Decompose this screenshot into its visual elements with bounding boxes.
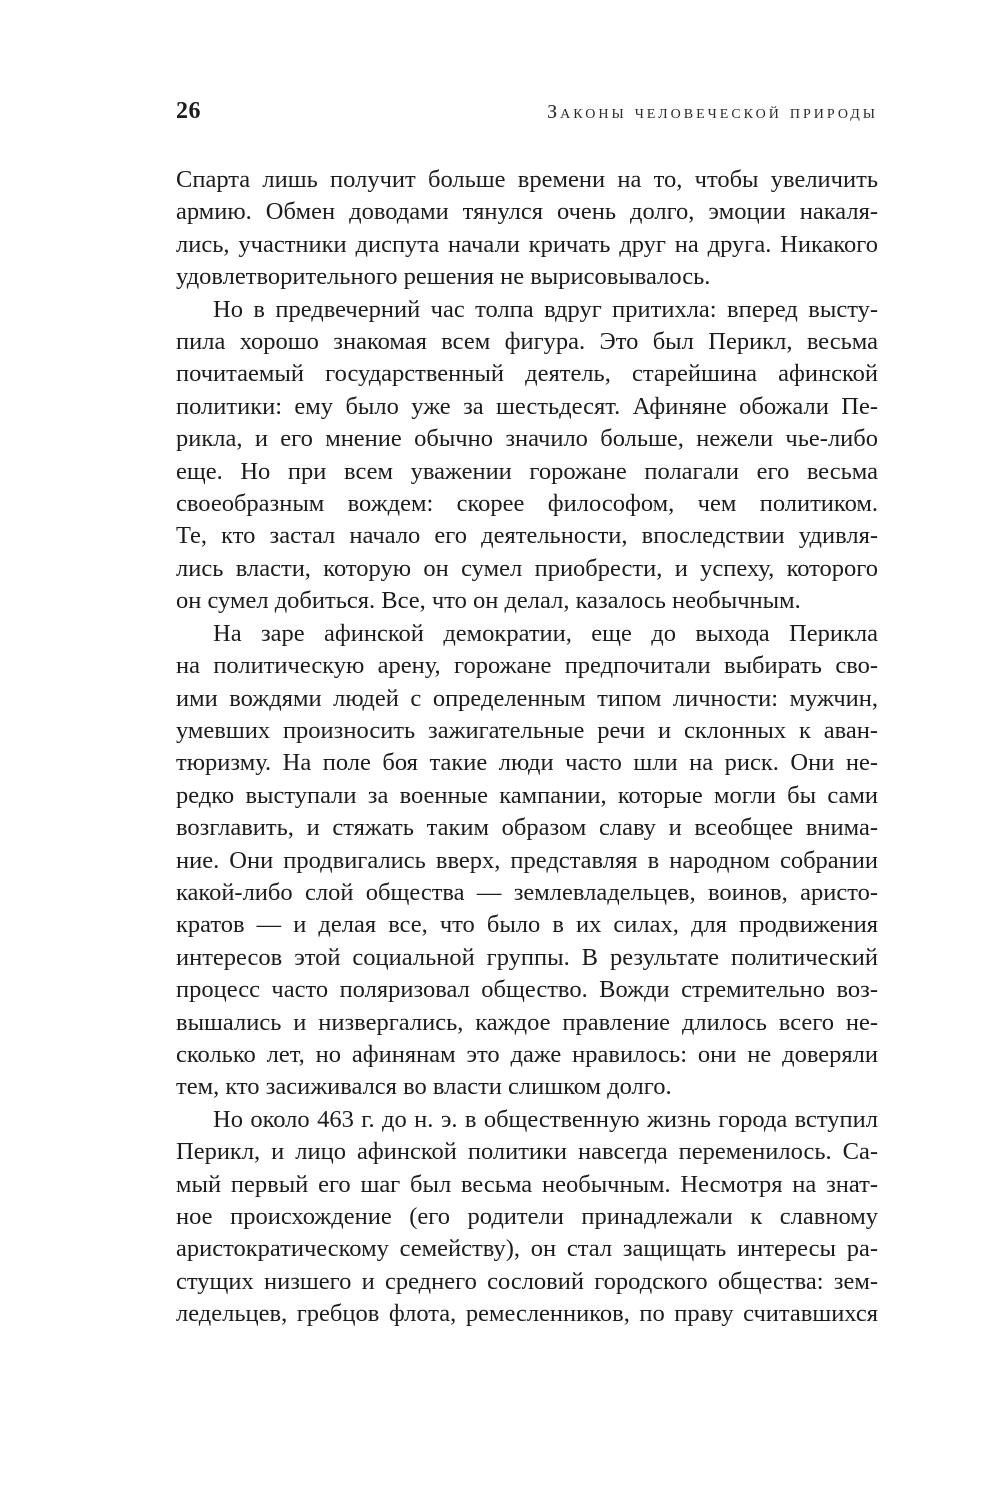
text-line: Перикл, и лицо афинской политики навсегда переменилось. Са- <box>176 1138 878 1166</box>
text-line: ние. Они продвигались вверх, представляя в народном собрании <box>176 846 878 874</box>
text-line: Но около 463 г. до н. э. в общественную жизнь города вступил <box>213 1105 878 1133</box>
text-line: возглавить, и стяжать таким образом славу и всеобщее внима- <box>176 814 878 842</box>
text-line: мый первый его шаг был весьма необычным. Несмотря на знат- <box>176 1170 878 1198</box>
paragraph <box>176 1104 878 1331</box>
text-line: Те, кто застал начало его деятельности, впоследствии удивля- <box>176 522 878 550</box>
text-line: своеобразным вождем: скорее философом, чем политиком. <box>176 490 878 518</box>
text-line: лись, участники диспута начали кричать друг на друга. Никакого <box>176 230 878 258</box>
text-line: На заре афинской демократии, еще до выхода Перикла <box>213 619 878 647</box>
text-line: аристократическому семейству), он стал защищать интересы ра- <box>176 1235 878 1263</box>
text-line: сколько лет, но афинянам это даже нравилось: они не доверяли <box>176 1040 878 1068</box>
paragraph <box>176 294 878 618</box>
text-line: почитаемый государственный деятель, старейшина афинской <box>176 360 878 388</box>
text-line: пила хорошо знакомая всем фигура. Это был Перикл, весьма <box>176 328 878 356</box>
running-head <box>176 98 878 134</box>
text-line: кратов — и делая все, что было в их силах, для продвижения <box>176 911 878 939</box>
text-line: умевших произносить зажигательные речи и склонных к аван- <box>176 716 878 744</box>
text-line: он сумел добиться. Все, что он делал, казалось необычным. <box>176 587 801 615</box>
text-line: ледельцев, гребцов флота, ремесленников, по праву считавшихся <box>176 1300 878 1328</box>
text-line: Спарта лишь получит больше времени на то, чтобы увеличить <box>176 166 878 193</box>
page-number: 26 <box>176 98 201 124</box>
paragraph <box>176 618 878 1104</box>
text-line: Но в предвечерний час толпа вдруг притихла: вперед высту- <box>213 295 878 323</box>
text-line: рикла, и его мнение обычно значило больше, нежели чье-либо <box>176 425 878 453</box>
text-line: какой-либо слой общества — землевладельцев, воинов, аристо- <box>176 878 878 906</box>
text-line: лись власти, которую он сумел приобрести, и успеху, которого <box>176 554 878 582</box>
text-line: на политическую арену, горожане предпочитали выбирать сво- <box>176 652 878 680</box>
text-line: тем, кто засиживался во власти слишком долго. <box>176 1073 672 1101</box>
text-line: процесс часто поляризовал общество. Вожди стремительно воз- <box>176 976 878 1004</box>
text-line: удовлетворительного решения не вырисовывалось. <box>176 263 711 291</box>
text-line: тюризму. На поле боя такие люди часто шли на риск. Они не- <box>176 749 878 777</box>
text-line: ими вождями людей с определенным типом личности: мужчин, <box>176 684 878 712</box>
paragraph <box>176 164 878 294</box>
text-line: интересов этой социальной группы. В результате политический <box>176 943 878 971</box>
text-line: армию. Обмен доводами тянулся очень долго, эмоции накаля- <box>176 198 878 226</box>
text-line: редко выступали за военные кампании, которые могли бы сами <box>176 781 878 809</box>
book-title: Законы человеческой природы <box>547 101 878 123</box>
text-line: ное происхождение (его родители принадлежали к славному <box>176 1203 878 1230</box>
text-line: политики: ему было уже за шестьдесят. Афиняне обожали Пе- <box>176 392 878 420</box>
text-line: вышались и низвергались, каждое правление длилось всего не- <box>176 1008 878 1036</box>
body-text <box>176 164 878 1331</box>
text-line: еще. Но при всем уважении горожане полагали его весьма <box>176 457 878 485</box>
text-line: стущих низшего и среднего сословий городского общества: зем- <box>176 1267 878 1295</box>
